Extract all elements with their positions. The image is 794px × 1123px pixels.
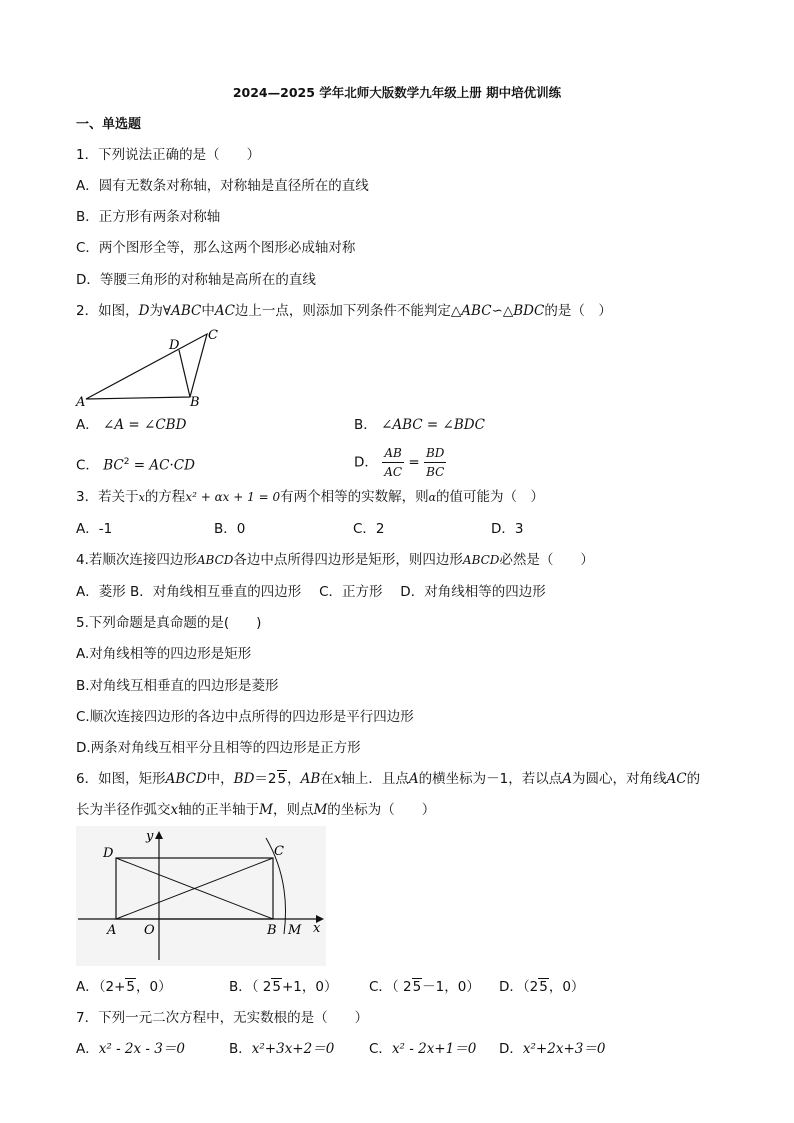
q7-option-a: A．x² - 2x - 3＝0 bbox=[76, 1041, 185, 1057]
q5-option-c: C.顺次连接四边形的各边中点所得的四边形是平行四边形 bbox=[76, 709, 414, 725]
q6-label-O: O bbox=[144, 923, 155, 938]
q6-option-a: A．（2+5，0） bbox=[76, 979, 172, 995]
q6-label-D: D bbox=[103, 846, 114, 861]
q6-label-y: y bbox=[146, 829, 154, 844]
q1-option-b: B．正方形有两条对称轴 bbox=[76, 209, 221, 225]
q2-option-d: D． $\frac{AB}{AC}$ = $\frac{BD}{BC}$ bbox=[354, 446, 445, 479]
q6-label-x: x bbox=[313, 921, 321, 936]
q3-option-a: A．-1 bbox=[76, 521, 113, 537]
q2-triangle-figure bbox=[74, 326, 224, 408]
q6-rectangle-figure bbox=[76, 826, 326, 966]
q5-option-b: B.对角线互相垂直的四边形是菱形 bbox=[76, 678, 279, 694]
q1-stem: 1．下列说法正确的是（ ） bbox=[76, 147, 261, 163]
q3-option-b: B．0 bbox=[214, 521, 246, 537]
q6-label-C: C bbox=[274, 844, 284, 859]
q3-stem: 3．若关于x的方程x² + αx + 1 = 0有两个相等的实数解，则α的值可能为（ ） bbox=[76, 489, 545, 505]
q7-option-d: D．x²+2x+3＝0 bbox=[499, 1041, 606, 1057]
q6-stem-line2: 长为半径作弧交x轴的正半轴于M，则点M的坐标为（ ） bbox=[76, 802, 436, 818]
q2-label-C: C bbox=[208, 328, 218, 343]
q6-stem-line1: 6．如图，矩形ABCD中，BD＝25，AB在x轴上．且点A的横坐标为－1，若以点A为圆心，对角线AC的 bbox=[76, 771, 701, 787]
q4-stem: 4.若顺次连接四边形ABCD各边中点所得四边形是矩形，则四边形ABCD必然是（ ） bbox=[76, 552, 594, 568]
q3-option-c: C．2 bbox=[353, 521, 385, 537]
q1-option-d: D．等腰三角形的对称轴是高所在的直线 bbox=[76, 272, 316, 288]
q2-option-c: C． $BC^2 = AC\cdot CD$ bbox=[76, 457, 195, 474]
section-heading: 一、单选题 bbox=[76, 117, 142, 132]
q5-option-d: D.两条对角线互相平分且相等的四边形是正方形 bbox=[76, 740, 361, 756]
q7-stem: 7．下列一元二次方程中，无实数根的是（ ） bbox=[76, 1010, 369, 1026]
q1-option-c: C．两个图形全等，那么这两个图形必成轴对称 bbox=[76, 240, 356, 256]
q6-label-B: B bbox=[267, 923, 277, 938]
q1-option-a: A．圆有无数条对称轴，对称轴是直径所在的直线 bbox=[76, 178, 369, 194]
q6-option-c: C．（ 25－1，0） bbox=[369, 979, 480, 995]
q2-option-a: A． ∠A = ∠CBD bbox=[76, 417, 187, 433]
q7-option-c: C．x² - 2x+1＝0 bbox=[369, 1041, 477, 1057]
page-title: 2024—2025 学年北师大版数学九年级上册 期中培优训练 bbox=[232, 85, 562, 100]
q6-option-d: D．（25，0） bbox=[499, 979, 585, 995]
q7-option-b: B．x²+3x+2＝0 bbox=[229, 1041, 335, 1057]
q2-option-b: B． ∠ABC = ∠BDC bbox=[354, 417, 485, 433]
q4-options: A．菱形 B．对角线相互垂直的四边形 C．正方形 D．对角线相等的四边形 bbox=[76, 584, 546, 600]
q2-label-A: A bbox=[76, 395, 86, 408]
q2-stem: 2．如图，D为∀ABC中AC边上一点，则添加下列条件不能判定△ABC∽△BDC的是（ ） bbox=[76, 303, 612, 319]
q6-label-M: M bbox=[288, 923, 302, 938]
q5-option-a: A.对角线相等的四边形是矩形 bbox=[76, 646, 252, 662]
q6-label-A: A bbox=[107, 923, 117, 938]
q2-label-D: D bbox=[169, 338, 180, 353]
q5-stem: 5.下列命题是真命题的是( ) bbox=[76, 615, 262, 631]
q6-option-b: B．（ 25+1，0） bbox=[229, 979, 338, 995]
q2-label-B: B bbox=[190, 395, 200, 408]
q3-option-d: D．3 bbox=[491, 521, 524, 537]
